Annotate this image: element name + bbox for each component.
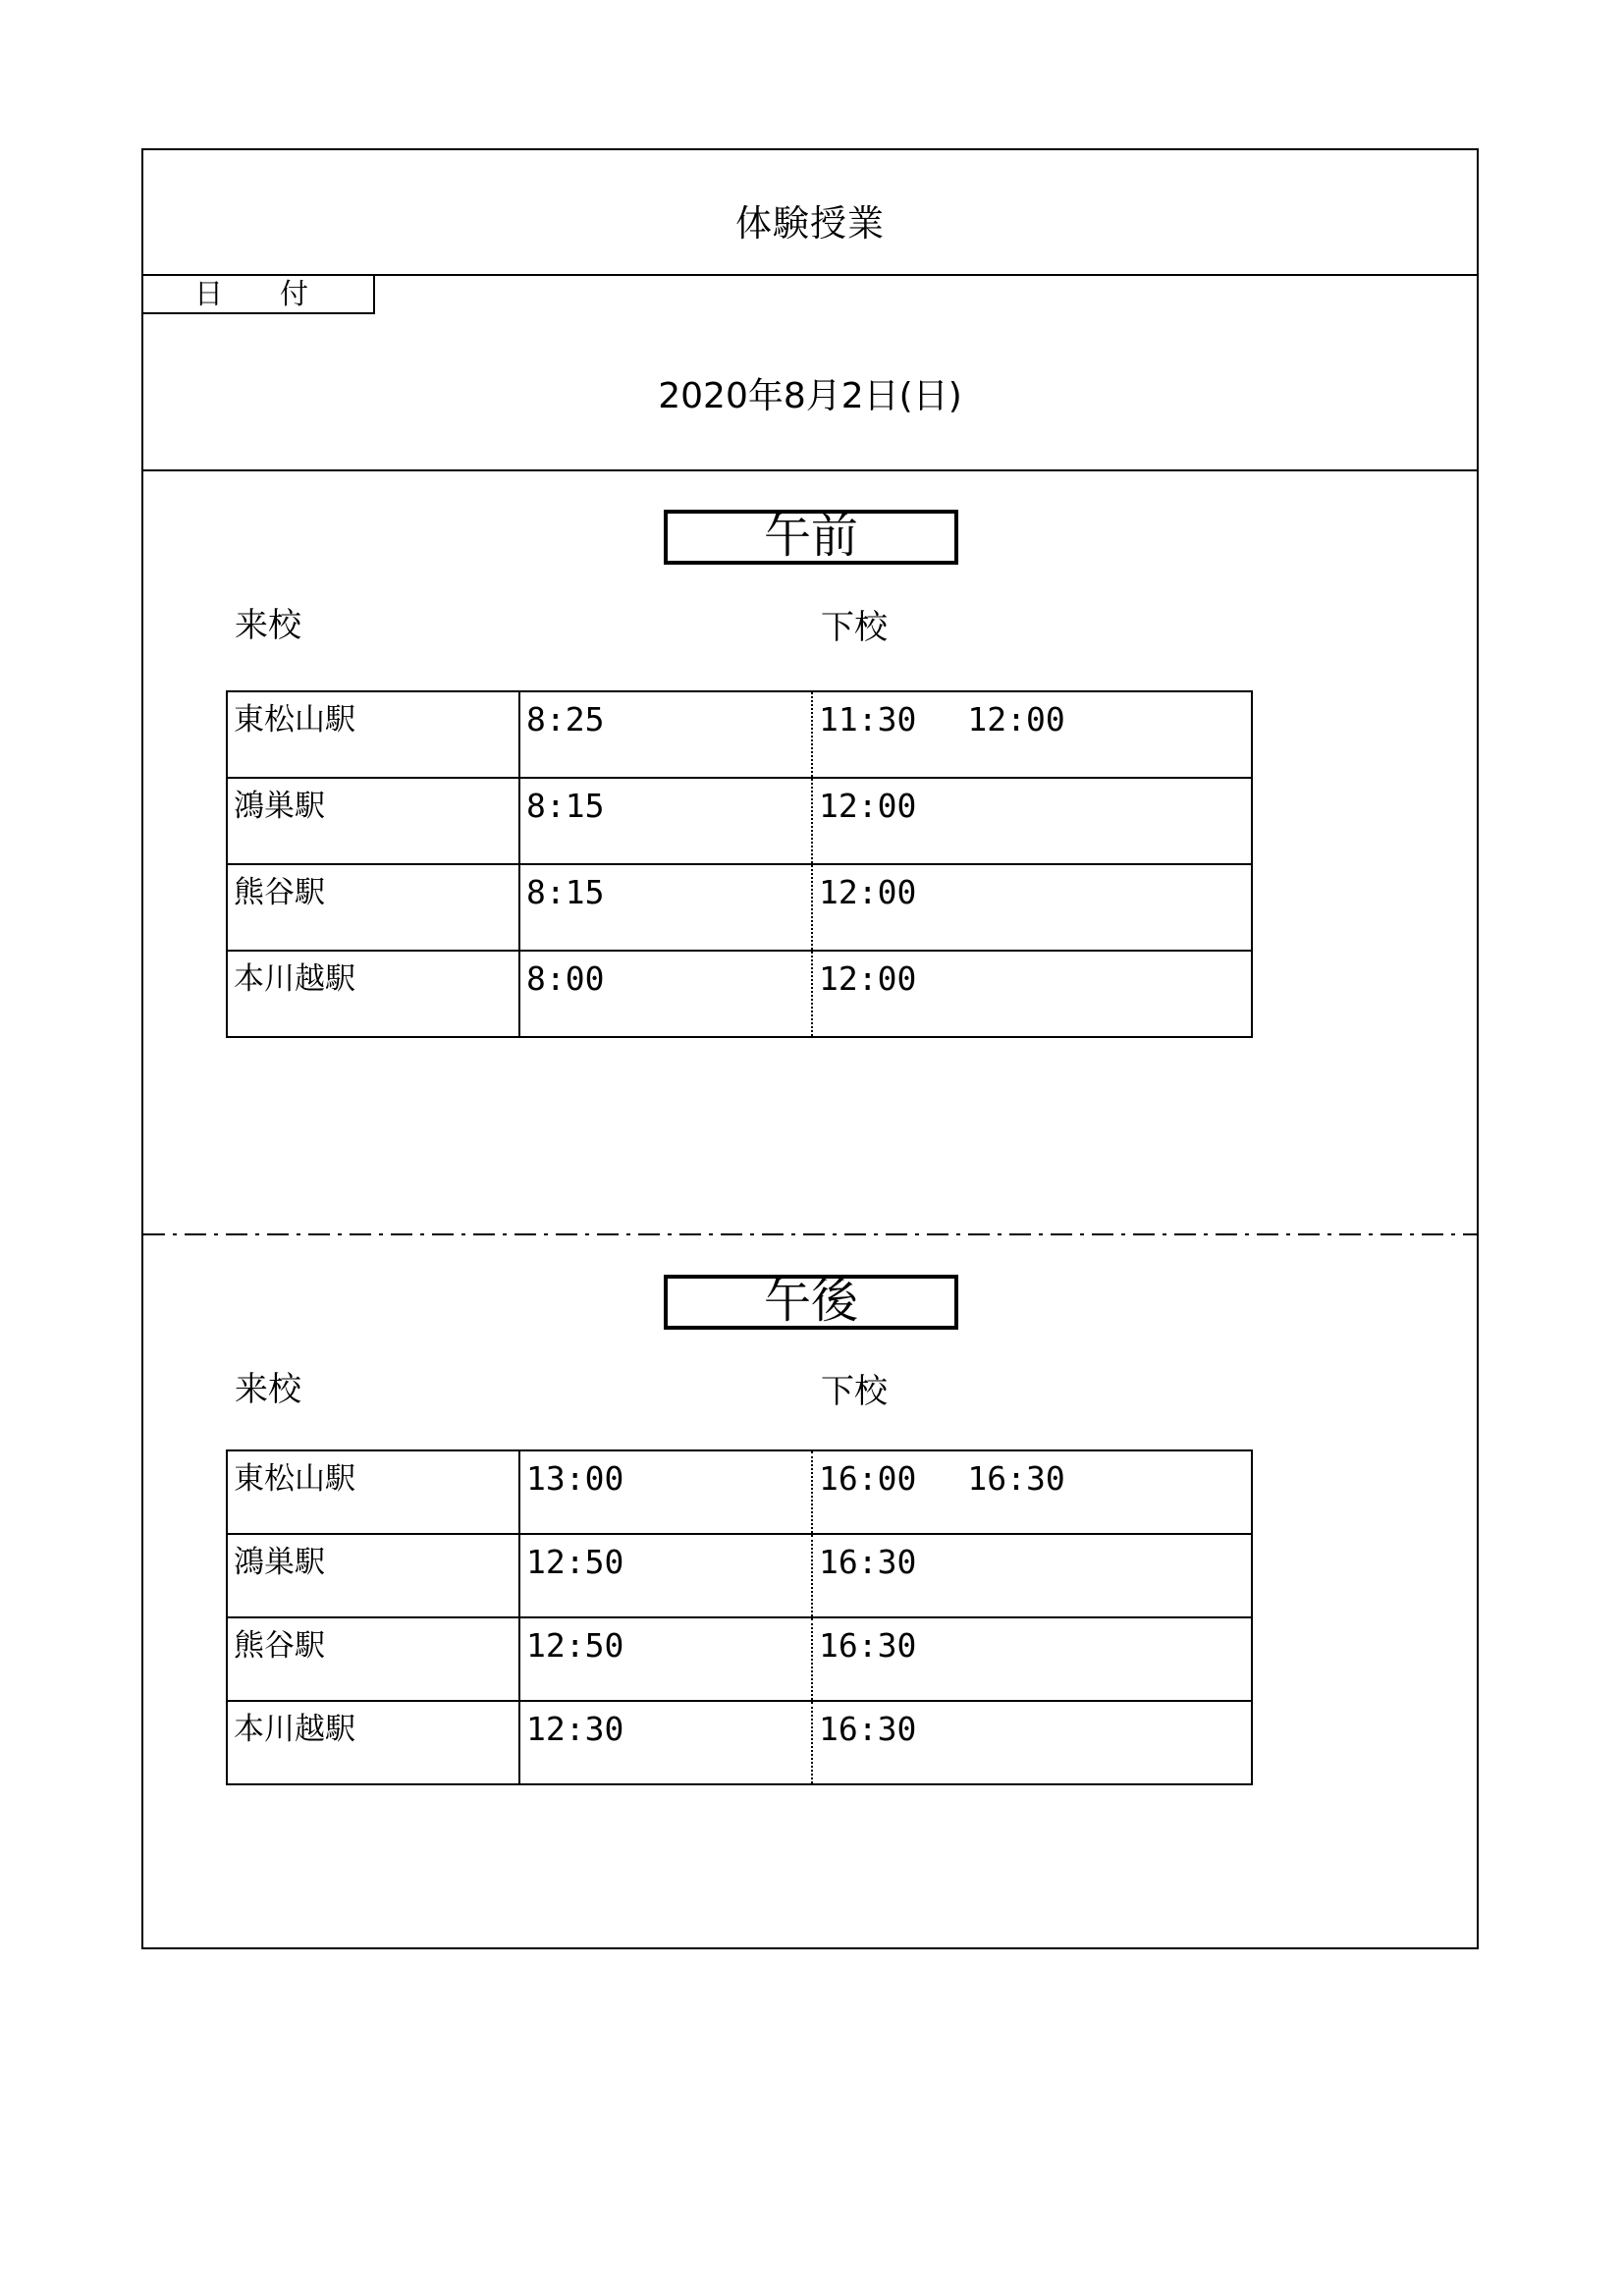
depart-time-cell bbox=[812, 1701, 1252, 1784]
arrive-time-cell: 12:30 bbox=[519, 1701, 812, 1784]
depart-time: 12:00 bbox=[819, 959, 917, 998]
afternoon-arrive-label: 来校 bbox=[235, 1370, 301, 1409]
depart-time-cell bbox=[812, 951, 1252, 1037]
afternoon-heading: 午後 bbox=[664, 1275, 958, 1330]
morning-depart-label: 下校 bbox=[821, 608, 888, 647]
arrive-time-cell: 12:50 bbox=[519, 1617, 812, 1701]
arrive-time-cell: 8:00 bbox=[519, 951, 812, 1037]
depart-time-alt: 12:00 bbox=[967, 700, 1065, 738]
depart-time-cell bbox=[812, 864, 1252, 951]
station-cell: 鴻巣駅 bbox=[227, 1534, 519, 1617]
depart-time-cell bbox=[812, 1450, 1252, 1534]
section-cut-line bbox=[143, 1233, 1477, 1235]
afternoon-depart-label: 下校 bbox=[821, 1372, 888, 1411]
depart-time: 16:00 bbox=[819, 1459, 917, 1498]
depart-time-cell bbox=[812, 1617, 1252, 1701]
station-cell: 東松山駅 bbox=[227, 1450, 519, 1534]
station-cell: 本川越駅 bbox=[227, 1701, 519, 1784]
date-value: 2020年8月2日(日) bbox=[658, 376, 962, 416]
afternoon-timetable bbox=[226, 1449, 1253, 1785]
depart-time: 16:30 bbox=[819, 1626, 917, 1665]
depart-time: 11:30 bbox=[819, 700, 917, 738]
date-label-left: 日 bbox=[194, 277, 224, 310]
table-row bbox=[227, 951, 1252, 1037]
station-cell: 東松山駅 bbox=[227, 691, 519, 778]
table-row bbox=[227, 1617, 1252, 1701]
table-row bbox=[227, 778, 1252, 864]
arrive-time-cell: 8:15 bbox=[519, 864, 812, 951]
arrive-time-cell: 12:50 bbox=[519, 1534, 812, 1617]
page-title: 体験授業 bbox=[735, 202, 885, 245]
station-cell: 鴻巣駅 bbox=[227, 778, 519, 864]
depart-time: 12:00 bbox=[819, 873, 917, 911]
table-row bbox=[227, 1534, 1252, 1617]
station-cell: 熊谷駅 bbox=[227, 864, 519, 951]
table-row bbox=[227, 864, 1252, 951]
station-cell: 熊谷駅 bbox=[227, 1617, 519, 1701]
morning-heading: 午前 bbox=[664, 510, 958, 565]
table-row bbox=[227, 691, 1252, 778]
date-divider bbox=[143, 469, 1477, 471]
date-label bbox=[143, 276, 375, 314]
arrive-time-cell: 8:15 bbox=[519, 778, 812, 864]
depart-time: 16:30 bbox=[819, 1543, 917, 1581]
depart-time-cell bbox=[812, 778, 1252, 864]
depart-time: 12:00 bbox=[819, 787, 917, 825]
arrive-time-cell: 13:00 bbox=[519, 1450, 812, 1534]
table-row bbox=[227, 1701, 1252, 1784]
table-row bbox=[227, 1450, 1252, 1534]
date-label-right: 付 bbox=[280, 277, 309, 310]
arrive-time-cell: 8:25 bbox=[519, 691, 812, 778]
depart-time-alt: 16:30 bbox=[967, 1459, 1065, 1498]
station-cell: 本川越駅 bbox=[227, 951, 519, 1037]
depart-time: 16:30 bbox=[819, 1710, 917, 1748]
depart-time-cell bbox=[812, 691, 1252, 778]
morning-timetable bbox=[226, 690, 1253, 1038]
document-frame bbox=[141, 148, 1479, 1949]
depart-time-cell bbox=[812, 1534, 1252, 1617]
morning-arrive-label: 来校 bbox=[235, 606, 301, 645]
